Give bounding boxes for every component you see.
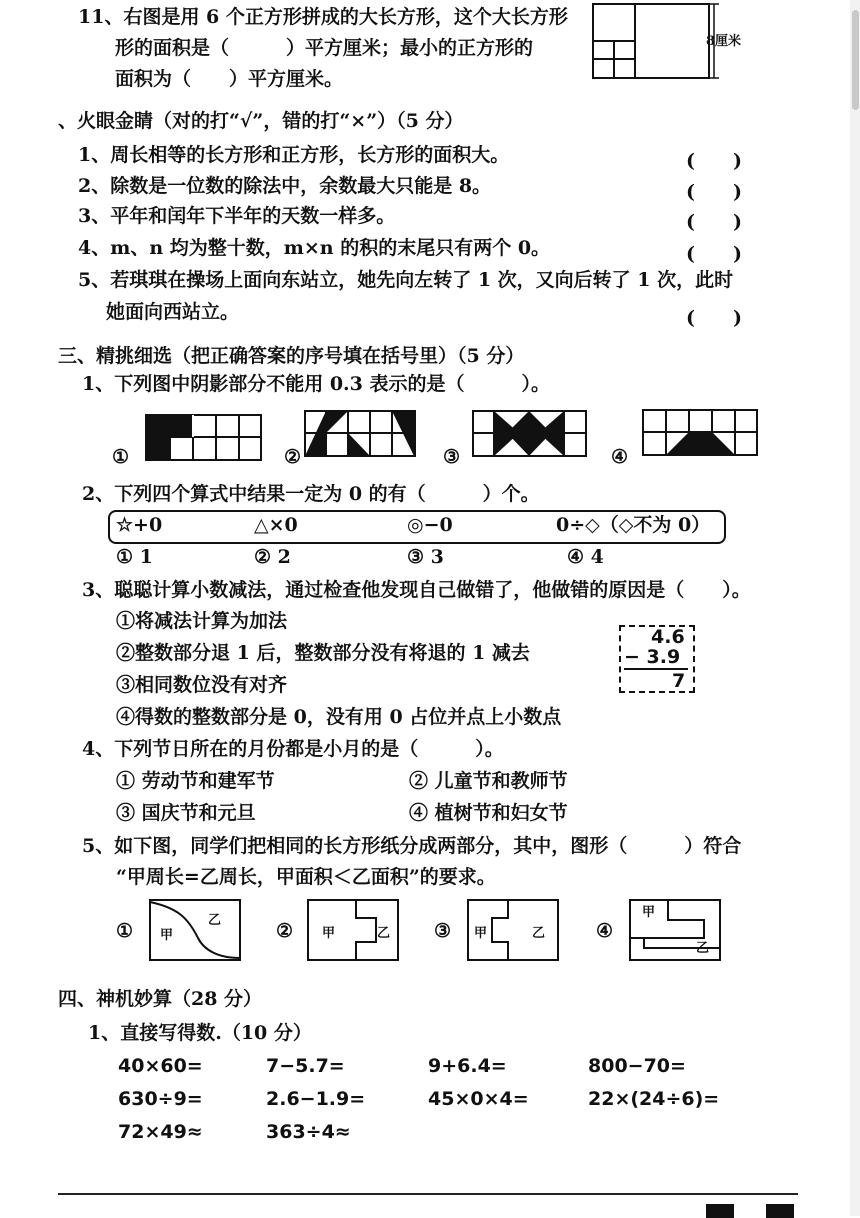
s2-item-4: 4、m、n 均为整十数，m×n 的积的末尾只有两个 0。 <box>78 237 551 259</box>
q3-calc-top: 4.6 <box>651 626 685 648</box>
s2-answer-2[interactable]: ( ) <box>686 181 742 203</box>
s3-q1-opt1: ① <box>112 446 130 468</box>
calc-r2-c4: 22×(24÷6)= <box>588 1088 720 1110</box>
calc-r1-c1: 40×60= <box>118 1055 203 1077</box>
q11-line3: 面积为（ ）平方厘米。 <box>115 68 344 90</box>
s2-answer-1[interactable]: ( ) <box>686 150 742 172</box>
q2-expr-4: 0÷◇（◇不为 0） <box>556 514 711 536</box>
q5-opt-2: ② <box>276 920 294 942</box>
q3-calc-result: 7 <box>672 670 686 692</box>
grid-figure-1 <box>145 410 265 466</box>
q11-line2: 形的面积是（ ）平方厘米；最小的正方形的 <box>115 37 534 59</box>
calc-r2-c3: 45×0×4= <box>428 1088 529 1110</box>
s2-answer-5[interactable]: ( ) <box>686 307 742 329</box>
q5-fig3-jia: 甲 <box>474 926 488 941</box>
s3-q5-line1: 5、如下图，同学们把相同的长方形纸分成两部分，其中，图形（ ）符合 <box>82 835 742 857</box>
s2-answer-4[interactable]: ( ) <box>686 243 742 265</box>
scrollbar-thumb[interactable] <box>852 10 859 110</box>
s3-q2: 2、下列四个算式中结果一定为 0 的有（ ）个。 <box>82 483 540 505</box>
section2-title: 、火眼金睛（对的打“√”，错的打“×”）（5 分） <box>58 110 464 132</box>
q2-expr-2: △×0 <box>254 514 298 536</box>
calc-r2-c2: 2.6−1.9= <box>266 1088 366 1110</box>
s3-q3: 3、聪聪计算小数减法，通过检查他发现自己做错了，他做错的原因是（ ）。 <box>82 579 751 601</box>
s2-item-5: 5、若琪琪在操场上面向东站立，她先向左转了 1 次，又向后转了 1 次，此时 <box>78 269 734 291</box>
calc-r2-c1: 630÷9= <box>118 1088 203 1110</box>
q3-opt-2: ②整数部分退 1 后，整数部分没有将退的 1 减去 <box>116 642 530 664</box>
s2-item-5-cont: 她面向西站立。 <box>106 301 240 323</box>
s4-sub1: 1、直接写得数.（10 分） <box>88 1022 312 1044</box>
q2-opt-2: ② 2 <box>254 546 291 568</box>
q11-line1: 11、右图是用 6 个正方形拼成的大长方形，这个大长方形 <box>78 6 568 28</box>
calc-r1-c3: 9+6.4= <box>428 1055 507 1077</box>
q5-fig1-jia: 甲 <box>160 928 174 943</box>
calc-r3-c1: 72×49≈ <box>118 1121 203 1143</box>
q4-opt-2: ② 儿童节和教师节 <box>409 770 568 792</box>
q3-opt-3: ③相同数位没有对齐 <box>116 674 288 696</box>
section3-title: 三、精挑细选（把正确答案的序号填在括号里）（5 分） <box>58 345 525 367</box>
vertical-scrollbar[interactable] <box>850 0 860 1216</box>
grid-figure-3 <box>472 406 594 462</box>
q3-opt-4: ④得数的整数部分是 0，没有用 0 占位并点上小数点 <box>116 706 562 728</box>
s3-q1-opt3: ③ <box>443 446 461 468</box>
calc-r1-c4: 800−70= <box>588 1055 686 1077</box>
q5-fig4-jia: 甲 <box>642 905 656 920</box>
s3-q4: 4、下列节日所在的月份都是小月的是（ ）。 <box>82 738 504 760</box>
q5-fig1-yi: 乙 <box>208 913 222 928</box>
s2-item-1: 1、周长相等的长方形和正方形，长方形的面积大。 <box>78 144 510 166</box>
grid-figure-4 <box>642 405 762 461</box>
q5-opt-4: ④ <box>596 920 614 942</box>
s2-item-2: 2、除数是一位数的除法中，余数最大只能是 8。 <box>78 175 492 197</box>
s3-q1: 1、下列图中阴影部分不能用 0.3 表示的是（ ）。 <box>82 373 551 395</box>
q5-fig3-yi: 乙 <box>532 926 546 941</box>
q5-fig2-jia: 甲 <box>322 926 336 941</box>
q11-fig-label: 8厘米 <box>706 34 742 49</box>
q2-opt-4: ④ 4 <box>567 546 604 568</box>
s2-item-3: 3、平年和闰年下半年的天数一样多。 <box>78 205 396 227</box>
s3-q5-line2: “甲周长=乙周长，甲面积＜乙面积”的要求。 <box>116 866 496 888</box>
q2-expr-1: ☆+0 <box>116 514 163 536</box>
q4-opt-1: ① 劳动节和建军节 <box>116 770 275 792</box>
calc-r1-c2: 7−5.7= <box>266 1055 345 1077</box>
s2-answer-3[interactable]: ( ) <box>686 211 742 233</box>
q4-opt-4: ④ 植树节和妇女节 <box>409 802 568 824</box>
section4-title: 四、神机妙算（28 分） <box>58 988 263 1010</box>
calc-r3-c2: 363÷4≈ <box>266 1121 351 1143</box>
q2-opt-1: ① 1 <box>116 546 153 568</box>
grid-figure-2 <box>304 406 424 462</box>
q4-opt-3: ③ 国庆节和元旦 <box>116 802 256 824</box>
q3-opt-1: ①将减法计算为加法 <box>116 610 288 632</box>
q5-opt-3: ③ <box>434 920 452 942</box>
s3-q1-opt2: ② <box>284 446 302 468</box>
q3-calc-bottom: − 3.9 <box>624 646 681 668</box>
q5-fig2-yi: 乙 <box>377 926 391 941</box>
q5-fig4-yi: 乙 <box>696 941 710 956</box>
page-bottom-rule <box>58 1193 798 1195</box>
q2-expr-3: ◎−0 <box>407 514 453 536</box>
s3-q1-opt4: ④ <box>611 446 629 468</box>
q2-opt-3: ③ 3 <box>407 546 444 568</box>
q5-opt-1: ① <box>116 920 134 942</box>
